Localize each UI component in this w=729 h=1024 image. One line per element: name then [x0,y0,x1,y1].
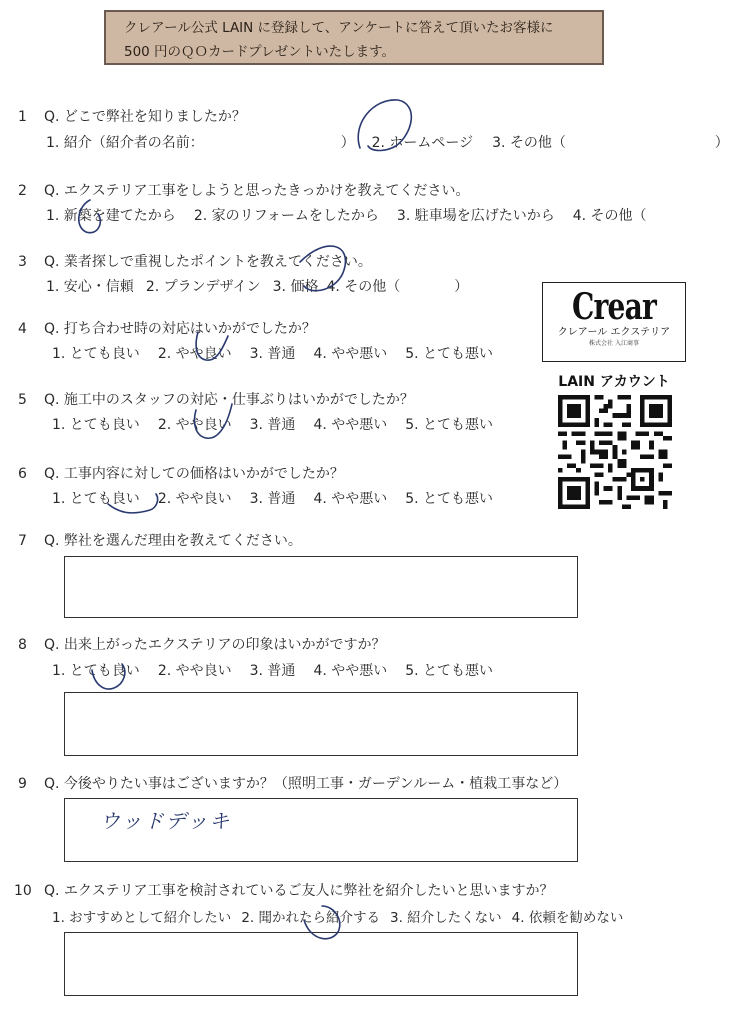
option-referral[interactable]: 1. 紹介（紹介者の名前： [46,135,204,151]
option-good[interactable]: 2. やや良い [157,663,232,679]
option-parking[interactable]: 3. 駐車場を広げたいから [396,208,555,224]
question-6-options [52,488,511,508]
question-number: 1 [18,109,27,125]
question-7 [18,530,302,550]
lain-account-label: LAIN アカウント [558,374,670,390]
answer-box-10[interactable] [64,932,578,996]
question-text: Q. 工事内容に対しての価格はいかがでしたか？ [44,466,344,482]
option-normal[interactable]: 3. 普通 [249,346,296,362]
question-9 [18,773,567,793]
option-bad[interactable]: 4. やや悪い [313,663,388,679]
option-very-bad[interactable]: 5. とても悪い [405,491,494,507]
question-1-options [46,132,729,152]
option-price[interactable]: 3. 価格 [272,279,319,295]
question-text: Q. 業者探しで重視したポイントを教えてください。 [44,254,372,270]
option-if-asked[interactable]: 2. 聞かれたら紹介する [241,910,380,926]
question-2 [18,180,470,200]
question-number: 10 [14,883,32,899]
question-5-options [52,414,511,434]
option-very-good[interactable]: 1. とても良い [52,346,140,362]
question-1 [18,106,246,126]
option-trust[interactable]: 1. 安心・信頼 [46,279,134,295]
option-paren-close: ） [714,135,729,151]
option-other[interactable]: 4. その他（ [572,208,647,224]
question-number: 6 [18,466,27,482]
option-normal[interactable]: 3. 普通 [249,663,296,679]
question-10-options [52,906,623,926]
option-other[interactable]: 4. その他（ [326,279,401,295]
banner-line-2: 500 円のＱＯカードプレゼントいたします。 [124,44,396,60]
question-text: Q. 出来上がったエクステリアの印象はいかがですか？ [44,637,386,653]
question-text: Q. エクステリア工事をしようと思ったきっかけを教えてください。 [44,183,470,199]
question-8 [18,634,386,654]
question-text: Q. エクステリア工事を検討されているご友人に弊社を紹介したいと思いますか？ [44,883,554,899]
question-5 [18,389,414,409]
option-good[interactable]: 2. やや良い [157,346,232,362]
question-number: 3 [18,254,27,270]
logo-wordmark: Crear [571,286,657,328]
question-6 [18,463,344,483]
option-normal[interactable]: 3. 普通 [249,491,296,507]
banner-line-1: クレアール公式 LAIN に登録して、アンケートに答えて頂いたお客様に [124,20,554,36]
option-very-bad[interactable]: 5. とても悪い [405,663,494,679]
logo-subtitle: クレアール エクステリア [557,327,671,338]
question-number: 5 [18,392,27,408]
option-bad[interactable]: 4. やや悪い [313,491,388,507]
qr-code-icon[interactable] [558,395,672,509]
question-text: Q. どこで弊社を知りましたか？ [44,109,246,125]
option-normal[interactable]: 3. 普通 [249,417,296,433]
question-3 [18,251,372,271]
answer-box-8[interactable] [64,692,578,756]
question-number: 7 [18,533,27,549]
option-paren-close: ） [454,279,469,295]
question-4-options [52,343,511,363]
option-bad[interactable]: 4. やや悪い [313,417,388,433]
option-very-bad[interactable]: 5. とても悪い [405,417,494,433]
option-homepage[interactable]: 2. ホームページ [371,135,474,151]
question-number: 2 [18,183,27,199]
question-number: 9 [18,776,27,792]
option-not-recommend[interactable]: 4. 依頼を勧めない [511,910,624,926]
question-10 [14,880,554,900]
question-text: Q. 弊社を選んだ理由を教えてください。 [44,533,302,549]
question-2-options [46,205,665,225]
option-bad[interactable]: 4. やや悪い [313,346,388,362]
logo-company-name: 株式会社 入江商事 [589,340,639,347]
option-paren-close: ） [340,135,355,151]
question-8-options [52,660,511,680]
option-very-bad[interactable]: 5. とても悪い [405,346,494,362]
question-4 [18,318,316,338]
question-text: Q. 施工中のスタッフの対応・仕事ぶりはいかがでしたか？ [44,392,414,408]
option-design[interactable]: 2. プランデザイン [145,279,261,295]
question-3-options [46,276,468,296]
answer-box-7[interactable] [64,556,578,618]
option-good[interactable]: 2. やや良い [157,491,232,507]
question-text: Q. 今後やりたい事はございますか？（照明工事・ガーデンルーム・植栽工事など） [44,776,568,792]
handwritten-answer: ウッドデッキ [100,809,232,833]
option-very-good[interactable]: 1. とても良い [52,663,140,679]
option-recommend[interactable]: 1. おすすめとして紹介したい [52,910,232,926]
option-reform[interactable]: 2. 家のリフォームをしたから [193,208,379,224]
option-very-good[interactable]: 1. とても良い [52,417,140,433]
campaign-banner [104,10,604,65]
option-no-refer[interactable]: 3. 紹介したくない [389,910,502,926]
company-logo [542,282,686,362]
question-text: Q. 打ち合わせ時の対応はいかがでしたか？ [44,321,316,337]
question-number: 8 [18,637,27,653]
option-good[interactable]: 2. やや良い [157,417,232,433]
option-other[interactable]: 3. その他（ [492,135,566,151]
question-number: 4 [18,321,27,337]
option-new-build[interactable]: 1. 新築を建てたから [46,208,176,224]
option-very-good[interactable]: 1. とても良い [52,491,140,507]
